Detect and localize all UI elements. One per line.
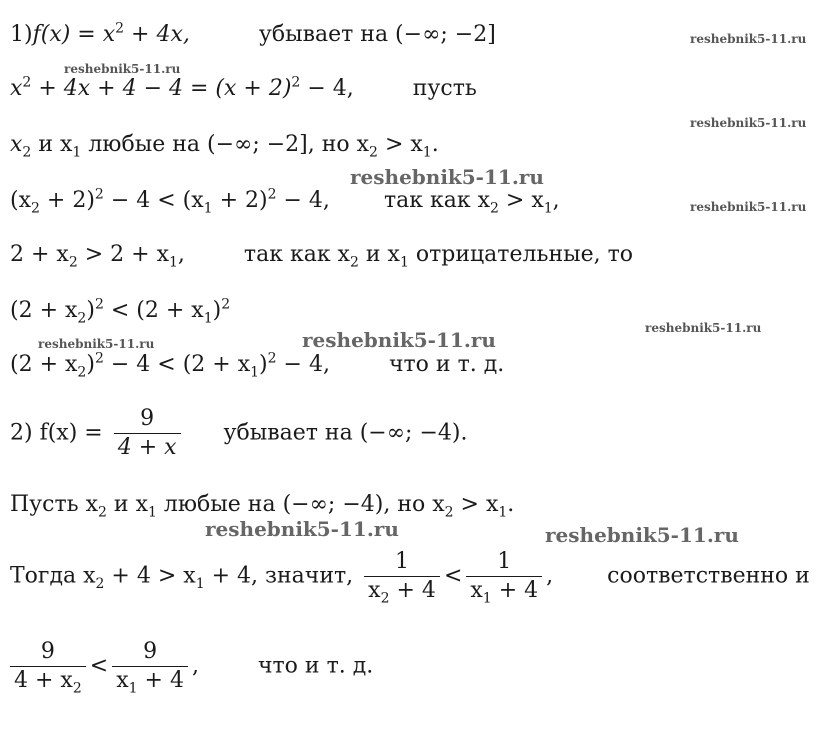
sub-1: 1 bbox=[203, 200, 213, 217]
sup-2: 2 bbox=[115, 20, 125, 37]
l6-d: ) bbox=[212, 298, 222, 323]
line-1 bbox=[10, 22, 496, 48]
l2-text: пусть bbox=[412, 76, 477, 101]
sub-2: 2 bbox=[95, 575, 105, 592]
sup-2: 2 bbox=[221, 296, 231, 313]
watermark: reshebnik5-11.ru bbox=[690, 116, 807, 130]
l5-c: , bbox=[177, 242, 185, 267]
sub-2: 2 bbox=[349, 254, 359, 271]
watermark: reshebnik5-11.ru bbox=[302, 328, 496, 352]
line-6 bbox=[10, 296, 231, 327]
sub-2: 2 bbox=[77, 364, 87, 381]
fraction-9-over-x1-plus-4 bbox=[112, 638, 188, 695]
den-b: + 4 bbox=[491, 578, 539, 603]
l5-b: > 2 + x bbox=[77, 242, 169, 267]
l6-b: ) bbox=[86, 298, 95, 323]
line-2 bbox=[10, 76, 477, 102]
sub-1: 1 bbox=[498, 504, 508, 521]
l1-prefix: 1) bbox=[10, 22, 33, 47]
frac-den bbox=[10, 667, 86, 695]
l3-a: x bbox=[10, 132, 23, 157]
sub-1: 1 bbox=[147, 504, 157, 521]
frac-den bbox=[466, 577, 542, 605]
line-7 bbox=[10, 350, 505, 381]
l10-a: Тогда x bbox=[10, 563, 96, 589]
watermark: reshebnik5-11.ru bbox=[690, 32, 807, 46]
l7-c: − 4 < (2 + x bbox=[103, 352, 251, 377]
den-a: 4 + x bbox=[14, 668, 73, 693]
sub-1: 1 bbox=[399, 254, 409, 271]
sup-2: 2 bbox=[22, 74, 32, 91]
sup-2: 2 bbox=[291, 74, 301, 91]
sub-2: 2 bbox=[98, 504, 107, 521]
sub-1: 1 bbox=[128, 680, 138, 697]
line-11 bbox=[6, 638, 373, 695]
l10-c: + 4, значит, bbox=[204, 563, 354, 589]
line-9 bbox=[10, 492, 515, 521]
l3-e: . bbox=[431, 132, 439, 157]
l3-d: > x bbox=[377, 132, 423, 157]
l7-text: что и т. д. bbox=[388, 352, 505, 377]
l1-text: убывает на (−∞; −2] bbox=[258, 22, 496, 47]
den-a: x bbox=[368, 578, 381, 603]
line-3 bbox=[10, 132, 439, 161]
l2-a: x bbox=[10, 76, 23, 101]
line-10 bbox=[10, 548, 810, 605]
sup-2: 2 bbox=[267, 186, 277, 203]
l1-rest: + 4x, bbox=[124, 22, 190, 47]
sub-1: 1 bbox=[195, 575, 205, 592]
sub-2: 2 bbox=[22, 144, 32, 161]
l4-text-c: , bbox=[552, 188, 560, 213]
sup-2: 2 bbox=[94, 296, 104, 313]
less-than: < bbox=[443, 563, 463, 589]
l7-d: ) bbox=[259, 352, 268, 377]
l4-d: + 2) bbox=[212, 188, 268, 213]
watermark: reshebnik5-11.ru bbox=[350, 165, 544, 189]
den-b: + 4 bbox=[137, 668, 184, 693]
comma: , bbox=[191, 653, 199, 679]
l5-text-c: отрицательные, то bbox=[408, 242, 634, 267]
l6-c: < (2 + x bbox=[103, 298, 204, 323]
sub-2: 2 bbox=[72, 680, 82, 697]
den-a: x bbox=[116, 668, 129, 693]
l11-text: что и т. д. bbox=[257, 653, 374, 679]
sub-2: 2 bbox=[369, 144, 378, 161]
frac-den: 4 + x bbox=[117, 435, 177, 460]
den-b: + 4 bbox=[389, 578, 436, 603]
l4-text-b: > x bbox=[498, 188, 544, 213]
l3-c: любые на (−∞; −2], но x bbox=[81, 132, 370, 157]
l4-e: − 4, bbox=[276, 188, 330, 213]
l9-e: . bbox=[507, 492, 515, 517]
l9-b: и x bbox=[106, 492, 148, 517]
sub-2: 2 bbox=[31, 200, 40, 217]
l9-a: Пусть x bbox=[10, 492, 98, 517]
sub-1: 1 bbox=[72, 144, 82, 161]
l5-a: 2 + x bbox=[10, 242, 69, 267]
line-4 bbox=[10, 186, 560, 217]
l2-c: − 4, bbox=[300, 76, 354, 101]
frac-num: 1 bbox=[364, 548, 440, 577]
frac-num: 1 bbox=[466, 548, 542, 577]
frac-num: 9 bbox=[114, 405, 181, 434]
l7-a: (2 + x bbox=[10, 352, 78, 377]
sub-2: 2 bbox=[68, 254, 78, 271]
l4-c: − 4 < (x bbox=[103, 188, 204, 213]
sub-2: 2 bbox=[489, 200, 499, 217]
sup-2: 2 bbox=[94, 186, 104, 203]
frac-num: 9 bbox=[10, 638, 86, 667]
less-than: < bbox=[89, 653, 109, 679]
sup-2: 2 bbox=[267, 350, 277, 367]
l4-a: (x bbox=[10, 188, 31, 213]
l10-b: + 4 > x bbox=[104, 563, 196, 589]
l9-c: любые на (−∞; −4), но x bbox=[156, 492, 445, 517]
watermark: reshebnik5-11.ru bbox=[645, 321, 762, 335]
l7-e: − 4, bbox=[276, 352, 330, 377]
sub-1: 1 bbox=[482, 590, 492, 607]
fraction-9-over-4-plus-x bbox=[114, 405, 181, 462]
sub-2: 2 bbox=[380, 590, 390, 607]
frac-num: 9 bbox=[112, 638, 188, 667]
l9-d: > x bbox=[453, 492, 499, 517]
sub-2: 2 bbox=[77, 310, 87, 327]
line-8 bbox=[10, 405, 467, 462]
sub-1: 1 bbox=[169, 254, 178, 271]
l5-text-b: и x bbox=[358, 242, 400, 267]
l10-text: соответственно и bbox=[607, 563, 810, 589]
watermark: reshebnik5-11.ru bbox=[205, 517, 399, 541]
watermark: reshebnik5-11.ru bbox=[690, 200, 807, 214]
sub-1: 1 bbox=[250, 364, 260, 381]
sup-2: 2 bbox=[94, 350, 104, 367]
comma: , bbox=[546, 563, 554, 589]
l2-b: + 4x + 4 − 4 = (x + 2) bbox=[31, 76, 292, 101]
den-a: x bbox=[470, 578, 483, 603]
l8-text: убывает на (−∞; −4). bbox=[223, 420, 468, 446]
sub-2: 2 bbox=[444, 504, 454, 521]
l8-prefix: 2) f(x) = bbox=[10, 420, 103, 446]
fraction-1-over-x1-plus-4 bbox=[466, 548, 542, 605]
fraction-9-over-4-plus-x2 bbox=[10, 638, 86, 695]
l3-b: и x bbox=[31, 132, 73, 157]
l7-b: ) bbox=[86, 352, 95, 377]
sub-1: 1 bbox=[543, 200, 553, 217]
frac-den bbox=[364, 577, 440, 605]
sub-1: 1 bbox=[422, 144, 432, 161]
line-5 bbox=[10, 242, 634, 271]
l5-text-a: так как x bbox=[243, 242, 350, 267]
frac-den bbox=[112, 667, 188, 695]
watermark: reshebnik5-11.ru bbox=[545, 523, 739, 547]
watermark: reshebnik5-11.ru bbox=[64, 62, 181, 76]
l1-fx: f(x) = x bbox=[32, 22, 116, 47]
sub-1: 1 bbox=[203, 310, 213, 327]
fraction-1-over-x2-plus-4 bbox=[364, 548, 440, 605]
l6-a: (2 + x bbox=[10, 298, 78, 323]
l4-b: + 2) bbox=[39, 188, 95, 213]
l4-text-a: так как x bbox=[383, 188, 490, 213]
watermark: reshebnik5-11.ru bbox=[38, 337, 155, 351]
